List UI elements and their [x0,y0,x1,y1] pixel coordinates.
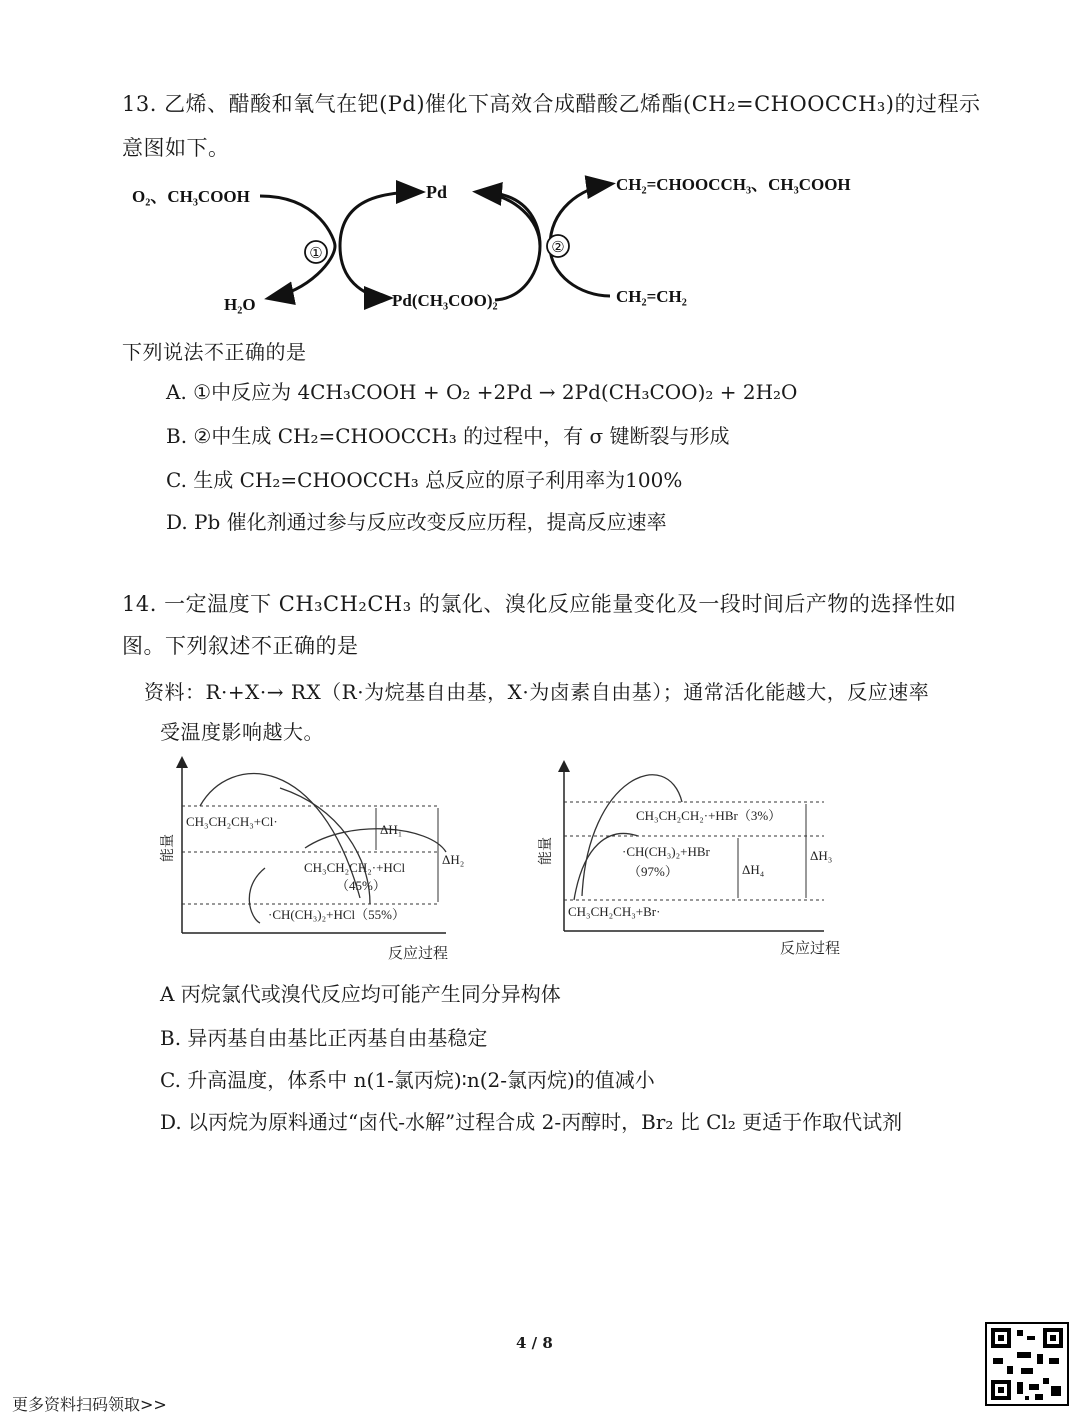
right-level-mid: ·CH(CH₃)₂+HBr [622,844,710,859]
q14-info-line1: 资料：R·+X·→ RX（R·为烷基自由基，X·为卤素自由基）；通常活化能越大，反应速率 [144,680,930,704]
q13-catalytic-cycle-diagram [120,160,900,330]
arc-acetate-right [495,246,540,300]
left-level-top: CH₃CH₂CH₃+Cl· [186,814,278,829]
q14-stem-line1: 14. 一定温度下 CH₃CH₂CH₃ 的氯化、溴化反应能量变化及一段时间后产物的选择性如 [122,592,957,616]
right-xlabel: 反应过程 [780,941,841,957]
bromination-energy-diagram [528,756,858,961]
right-level-bot: CH₃CH₂CH₃+Br· [568,904,661,919]
right-dh3: ΔH₃ [810,848,833,863]
left-level-mid-pct: （45%） [336,878,386,893]
arrow-to-pd [340,192,420,246]
label-reactants-left: O₂、CH₃COOH [132,187,250,206]
left-level-mid: CH₃CH₂CH₂·+HCl [304,860,406,875]
q13-prompt: 下列说法不正确的是 [122,340,307,364]
arrow-to-pd-acetate [340,246,388,298]
q14-option-c: C. 升高温度，体系中 n(1-氯丙烷)∶n(2-氯丙烷)的值减小 [160,1068,655,1092]
arrow-back-to-pd [478,192,540,246]
q14-stem-line2: 图。下列叙述不正确的是 [122,634,359,658]
q13-option-a: A. ①中反应为 4CH₃COOH + O₂ +2Pd → 2Pd(CH₃COO)₂ + 2H₂O [166,380,798,404]
left-dh1: ΔH₁ [380,822,403,837]
right-ylabel: 能量 [539,837,554,865]
label-ethylene: CH₂=CH₂ [616,287,687,306]
q13-stem-line2: 意图如下。 [122,136,230,160]
right-level-top: CH₃CH₂CH₂·+HBr（3%） [636,808,782,823]
q13-option-b: B. ②中生成 CH₂=CHOOCCH₃ 的过程中，有 σ 键断裂与形成 [166,424,730,448]
label-pd-acetate: Pd(CH₃COO)₂ [392,291,498,310]
right-level-mid-pct: （97%） [628,864,678,879]
right-dh4: ΔH₄ [742,862,765,877]
label-water: H₂O [224,295,256,314]
more-resources-link[interactable]: 更多资料扫码领取>> [12,1395,167,1414]
left-xlabel: 反应过程 [388,946,449,962]
q14-info-line2: 受温度影响越大。 [160,720,324,744]
q14-option-b: B. 异丙基自由基比正丙基自由基稳定 [160,1026,488,1050]
left-ylabel: 能量 [161,834,176,862]
q14-option-a: A 丙烷氯代或溴代反应均可能产生同分异构体 [160,982,561,1006]
q13-option-c: C. 生成 CH₂=CHOOCCH₃ 总反应的原子利用率为100% [166,468,683,492]
qr-code-icon[interactable] [985,1322,1069,1406]
step2-label: ② [551,240,565,256]
q13-stem-line1: 13. 乙烯、醋酸和氧气在钯(Pd)催化下高效合成醋酸乙烯酯(CH₂=CHOOCCH₃)的过程示 [122,92,981,116]
q13-option-d: D. Pb 催化剂通过参与反应改变反应历程，提高反应速率 [166,510,667,534]
label-products-right: CH₂=CHOOCCH₃、CH₃COOH [616,175,851,194]
page-number: 4 / 8 [516,1334,553,1352]
step1-label: ① [309,246,323,262]
chlorination-energy-diagram [150,748,490,963]
label-pd: Pd [426,182,448,202]
left-level-bot: ·CH(CH₃)₂+HCl（55%） [268,907,406,922]
q14-option-d: D. 以丙烷为原料通过“卤代-水解”过程合成 2-丙醇时，Br₂ 比 Cl₂ 更适于作取代试剂 [160,1110,903,1134]
left-dh2: ΔH₂ [442,852,465,867]
